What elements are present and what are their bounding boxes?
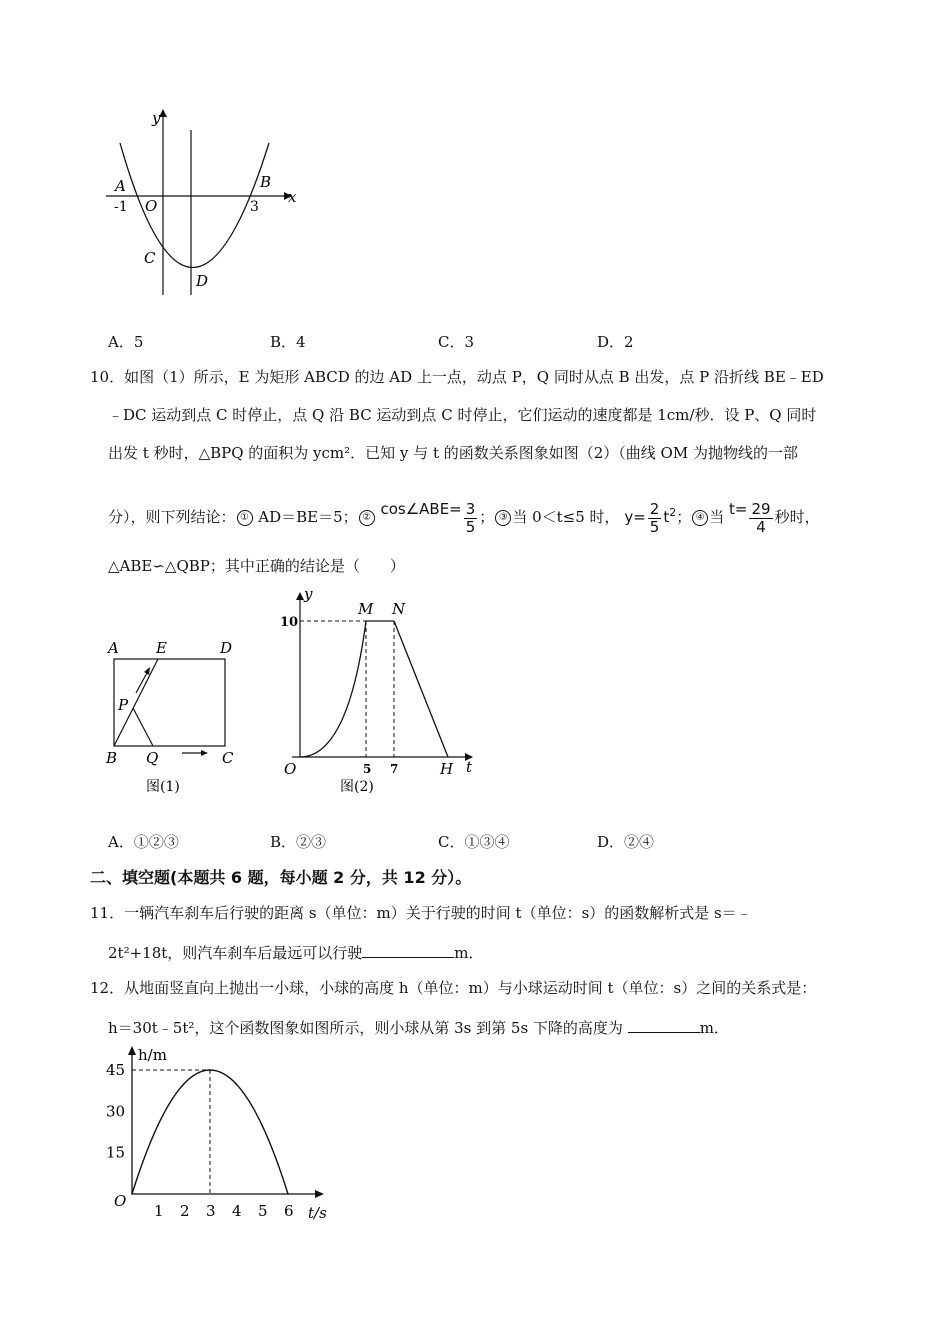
- q10-text-4c: ；: [479, 508, 495, 526]
- origin-label: O: [114, 1192, 127, 1210]
- x-tick-label: 5: [258, 1202, 268, 1220]
- q10-number: 10．: [90, 368, 125, 386]
- label-Q: Q: [146, 749, 159, 767]
- height-time-chart: [100, 1040, 350, 1230]
- q10-text-4g: 秒时，: [774, 508, 820, 526]
- rectangle-ABCD: [114, 659, 225, 746]
- q11-text-2b: m．: [454, 944, 484, 962]
- label-y: y: [152, 109, 161, 127]
- segment-NH: [394, 621, 448, 757]
- label-D: D: [196, 272, 209, 290]
- q10-option-a[interactable]: A．①②③: [108, 833, 179, 851]
- cos-expression: cos∠ABE=: [380, 500, 462, 518]
- conclusion-1-marker: ①: [237, 510, 253, 526]
- label-E: E: [156, 639, 167, 657]
- t-expression: t=: [729, 500, 748, 518]
- x-tick-label: 1: [154, 1202, 164, 1220]
- q10-line5: △ABE∽△QBP；其中正确的结论是（ ）: [108, 557, 405, 575]
- q10-text-4b: AD＝BE＝5；: [253, 508, 358, 526]
- label-P: P: [118, 696, 129, 714]
- t-numerator: 29: [751, 499, 771, 518]
- y-tick-label: 15: [106, 1143, 126, 1162]
- label-O: O: [145, 197, 158, 215]
- y-fraction: [648, 501, 662, 536]
- curve-OM: [300, 621, 366, 757]
- q10-option-d[interactable]: D．②④: [597, 833, 655, 851]
- q12-line2: [108, 1016, 729, 1038]
- q10-option-c[interactable]: C．①③④: [438, 833, 510, 851]
- rectangle-figure: [100, 635, 250, 800]
- section-2-heading: 二、填空题(本题共 6 题，每小题 2 分，共 12 分）。: [90, 868, 472, 887]
- label-H: H: [440, 760, 454, 778]
- label-N: N: [392, 600, 406, 618]
- y-expression: y=: [624, 508, 646, 526]
- label-C: C: [222, 749, 234, 767]
- y-numerator: 2: [649, 499, 660, 518]
- t-fraction: [749, 501, 772, 536]
- arrow-q-head: [201, 750, 208, 756]
- q9-option-a[interactable]: A．5: [108, 333, 144, 351]
- t-axis-label: t/s: [308, 1204, 327, 1222]
- h-axis-arrow: [128, 1046, 136, 1055]
- h-axis-label: h/m: [138, 1046, 167, 1064]
- data-point: [183, 1083, 185, 1085]
- label-B: B: [260, 173, 272, 191]
- data-point: [235, 1083, 237, 1085]
- y-axis-arrow: [296, 592, 304, 600]
- q10-line3: 出发 t 秒时，△BPQ 的面积为 ycm²．已知 y 与 t 的函数关系图象如图（2）（曲线 OM 为抛物线的一部: [108, 444, 798, 462]
- q10-text-4a: 分），则下列结论：: [108, 508, 236, 526]
- x-tick-label: 6: [284, 1202, 294, 1220]
- cos-denominator: 5: [465, 517, 476, 536]
- x-tick-label: 3: [206, 1202, 216, 1220]
- t-axis-arrow: [315, 1190, 324, 1198]
- data-point: [157, 1124, 159, 1126]
- q12-text-2b: m．: [699, 1019, 729, 1037]
- cos-numerator: 3: [465, 499, 476, 518]
- label-M: M: [358, 600, 374, 618]
- q10-line2: ﹣DC 运动到点 C 时停止，点 Q 沿 BC 运动到点 C 时停止，它们运动的速度都是 1cm/秒．设 P、Q 同时: [108, 406, 817, 424]
- data-point: [287, 1193, 289, 1195]
- data-point: [261, 1124, 263, 1126]
- q9-option-b[interactable]: B．4: [270, 333, 306, 351]
- segment-PQ: [133, 708, 153, 746]
- label-5: 5: [363, 762, 372, 776]
- cos-fraction: [464, 501, 478, 536]
- q10-text-4d: 当 0＜t≤5 时，: [512, 508, 620, 526]
- q10-text-4f: 当: [709, 508, 725, 526]
- label-D: D: [220, 639, 233, 657]
- q9-option-c[interactable]: C．3: [438, 333, 475, 351]
- q9-option-d[interactable]: D．2: [597, 333, 634, 351]
- y-tick-label: 45: [106, 1061, 126, 1079]
- conclusion-2-marker: ②: [359, 510, 375, 526]
- q10-line4: [108, 491, 820, 536]
- y-exponent: 2: [669, 506, 677, 519]
- label-3: 3: [250, 199, 259, 215]
- q11-answer-blank[interactable]: [362, 941, 454, 958]
- t-denominator: 4: [756, 517, 766, 536]
- y-tick-label: 30: [106, 1102, 126, 1121]
- label-x: x: [288, 188, 297, 206]
- x-tick-label: 4: [232, 1202, 242, 1220]
- q10-option-b[interactable]: B．②③: [270, 833, 327, 851]
- figure-1-caption: 图(1): [146, 779, 180, 795]
- y-denominator: 5: [649, 517, 660, 536]
- label-A: A: [115, 177, 126, 195]
- y-variable: t: [663, 508, 670, 526]
- parabola-figure: [100, 105, 310, 300]
- figure-2-caption: 图(2): [340, 779, 374, 795]
- q11-text-2a: 2t²+18t，则汽车刹车后最远可以行驶: [108, 944, 363, 962]
- label-y: y: [304, 585, 313, 603]
- label-A: A: [108, 639, 119, 657]
- x-tick-label: 2: [180, 1202, 190, 1220]
- conclusion-3-marker: ③: [495, 510, 511, 526]
- q11-line1: 11．一辆汽车刹车后行驶的距离 s（单位：m）关于行驶的时间 t（单位：s）的函数解析式是 s＝﹣: [90, 904, 752, 922]
- conclusion-4-marker: ④: [692, 510, 708, 526]
- label-7: 7: [390, 762, 399, 776]
- q10-text-1: 如图（1）所示，E 为矩形 ABCD 的边 AD 上一点，动点 P，Q 同时从点 B 出发，点 P 沿折线 BE﹣ED: [124, 368, 824, 386]
- q12-text-2a: h＝30t﹣5t²，这个函数图象如图所示，则小球从第 3s 到第 5s 下降的高度为: [108, 1019, 628, 1037]
- label-t: t: [466, 758, 473, 776]
- data-point: [131, 1193, 133, 1195]
- q10-text-4e: ；: [676, 508, 692, 526]
- label-C: C: [144, 249, 156, 267]
- arrow-p-head: [144, 667, 150, 675]
- graph2-figure: [268, 585, 483, 800]
- label-B: B: [106, 749, 118, 767]
- q10-line1: [90, 367, 824, 387]
- label-10: 10: [280, 615, 299, 630]
- q12-line1: 12．从地面竖直向上抛出一小球，小球的高度 h（单位：m）与小球运动时间 t（单位：s）之间的关系式是：: [90, 979, 817, 997]
- label-neg1: -1: [114, 199, 128, 215]
- q11-line2: [108, 941, 484, 963]
- label-O: O: [284, 760, 297, 778]
- q12-answer-blank[interactable]: [628, 1016, 700, 1033]
- parabola-curve: [120, 143, 272, 268]
